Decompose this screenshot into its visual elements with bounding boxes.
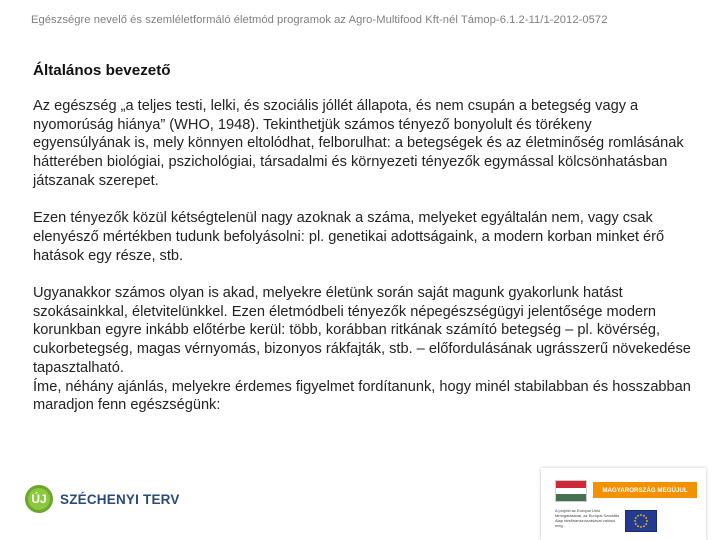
paragraph-1: Az egészség „a teljes testi, lelki, és szociális jóllét állapota, és nem csupán a betegség vagy a nyomorúság hiánya” (WHO, 1948). Tekinthetjük számos tényező bonyolult és törékeny egyensúlyának is, mely könnyen eltolódhat, felborulhat: a betegségek és az életminőség romlásának hátterében biológiai, pszichológiai, társadalmi és környezeti tényezők egymással kölcsönhatásban játszanak szerepet. — [33, 98, 684, 189]
eu-funding-logo — [541, 468, 706, 540]
paragraph-2: Ezen tényezők közül kétségtelenül nagy azoknak a száma, melyeket egyáltalán nem, vagy csak elenyésző mértékben tudunk befolyásolni: pl. genetikai adottságaink, a modern korban minket érő hatások egy része, stb. — [33, 210, 665, 264]
hungarian-flag-icon — [555, 480, 587, 502]
szechenyi-terv-text: SZÉCHENYI TERV — [60, 491, 180, 507]
paragraph-3: Ugyanakkor számos olyan is akad, melyekre életünk során saját magunk gyakorlunk hatást szokásainkkal, életvitelünkkel. Ezen életmódbeli tényezők népegészségügyi jelentősége modern korunkban egyre inkább előtérbe kerül: több, korábban ritkának számító betegség – pl. kövérség, cukorbetegség, magas vérnyomás, bizonyos rákfajták, stb. – előfordulásának ugrásszerű növekedése tapasztalható. — [33, 285, 691, 376]
body-text — [33, 97, 693, 415]
page-title: Általános bevezető — [33, 62, 171, 79]
uj-badge-icon: ÚJ — [25, 485, 53, 513]
magyarorszag-megujul-banner: MAGYARORSZÁG MEGÚJUL — [593, 482, 697, 498]
eu-funding-note: A projekt az Európai Unió támogatásával, az Európai Szociális Alap társfinanszírozásával valósul meg. — [555, 508, 620, 528]
szechenyi-terv-logo — [25, 478, 180, 520]
document-header: Egészségre nevelő és szemléletformáló életmód programok az Agro-Multifood Kft-nél Támop-6.1.2-11/1-2012-0572 — [31, 14, 608, 26]
paragraph-4: Íme, néhány ajánlás, melyekre érdemes figyelmet fordítanunk, hogy minél stabilabban és hosszabban maradjon fenn egészségünk: — [33, 378, 691, 414]
eu-flag-icon — [625, 510, 657, 532]
